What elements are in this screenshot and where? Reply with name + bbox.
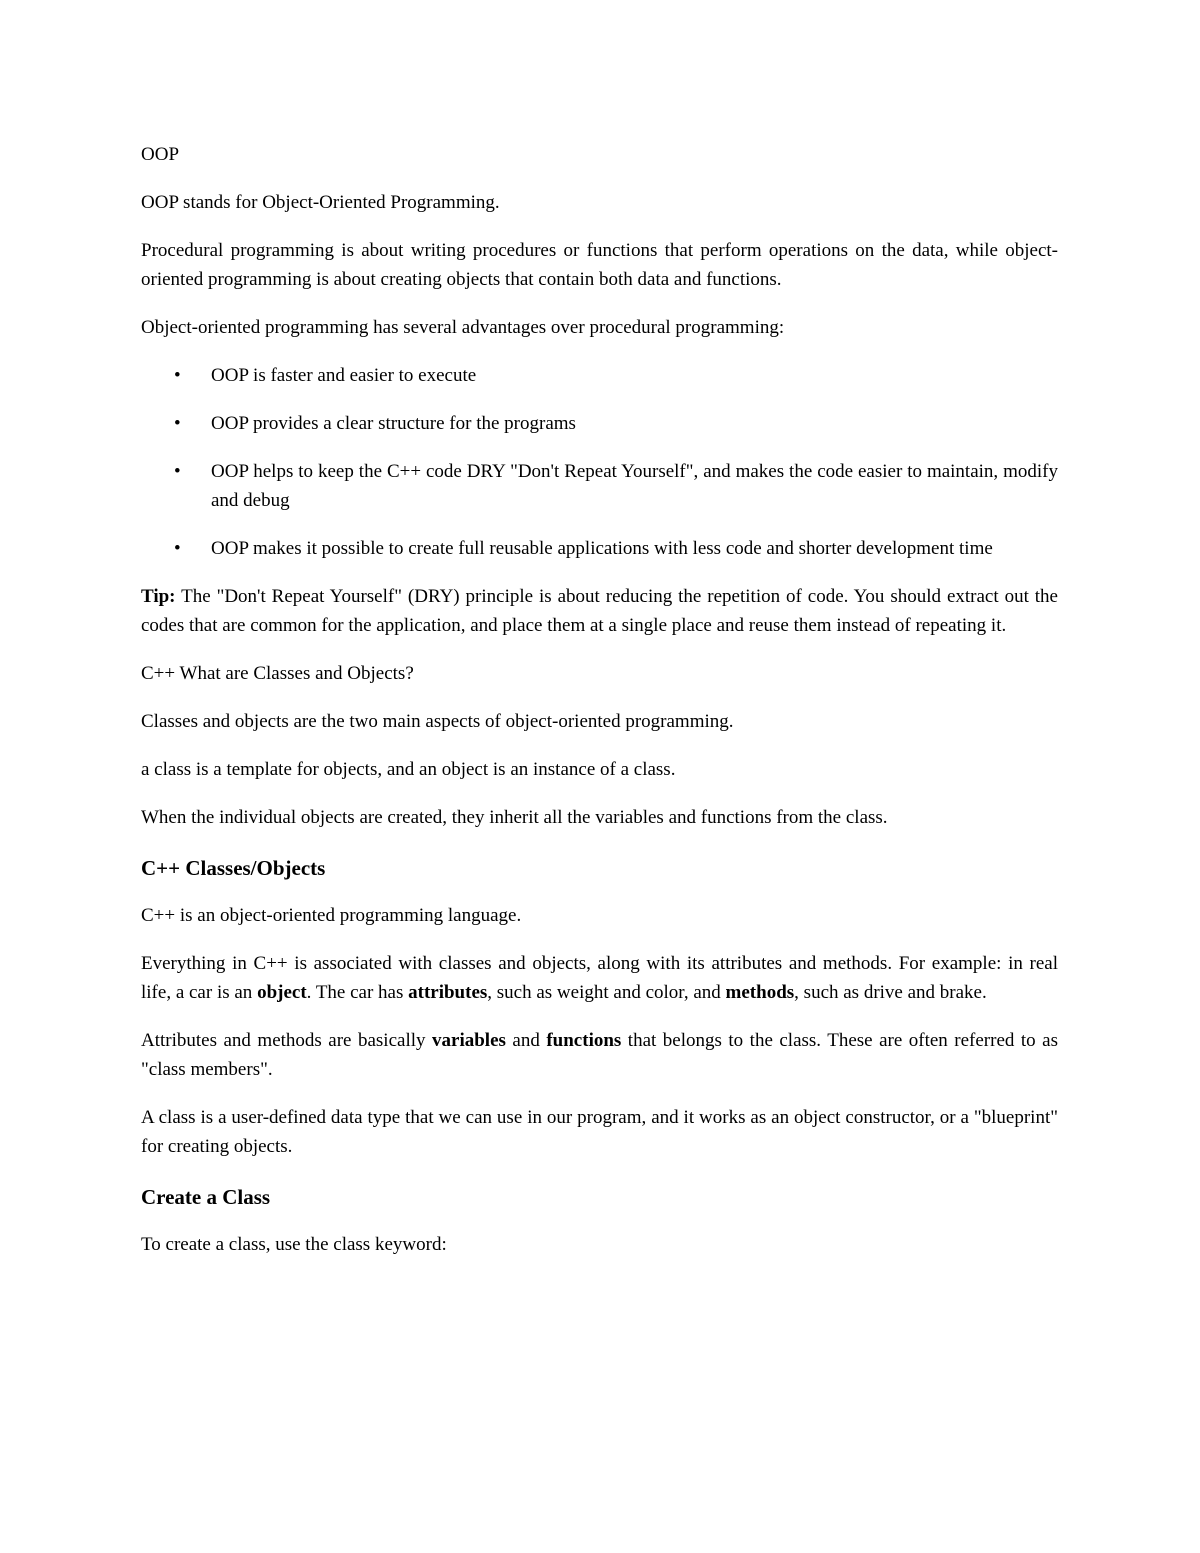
list-item [174, 534, 1058, 563]
everything-paragraph [141, 949, 1058, 1007]
bold-term-variables: variables [432, 1030, 506, 1051]
bold-term-attributes: attributes [408, 982, 488, 1003]
text-run: , such as drive and brake. [794, 982, 987, 1003]
advantages-intro: Object-oriented programming has several advantages over procedural programming: [141, 317, 785, 338]
create-class-paragraph: To create a class, use the class keyword: [141, 1234, 447, 1255]
tip-paragraph [141, 582, 1058, 640]
classes-paragraph-1: Classes and objects are the two main aspects of object-oriented programming. [141, 711, 734, 732]
bullet-icon: • [174, 461, 181, 482]
list-item [174, 409, 1058, 438]
heading-classes-objects: C++ Classes/Objects [141, 856, 326, 880]
cpp-oo-paragraph: C++ is an object-oriented programming language. [141, 905, 522, 926]
tip-text: The "Don't Repeat Yourself" (DRY) principle is about reducing the repetition of code. You should extract out the codes that are common for the application, and place them at a single place and reuse them instead of repeating it. [141, 586, 1058, 636]
text-run: . The car has [306, 982, 409, 1003]
list-item-text: OOP helps to keep the C++ code DRY "Don't Repeat Yourself", and makes the code easier to maintain, modify and debug [211, 461, 1058, 511]
heading-create-class: Create a Class [141, 1185, 271, 1209]
list-item-text: OOP makes it possible to create full reusable applications with less code and shorter development time [211, 538, 993, 559]
class-definition-paragraph: A class is a user-defined data type that we can use in our program, and it works as an object constructor, or a "blueprint" for creating objects. [141, 1107, 1058, 1157]
tip-label: Tip: [141, 586, 176, 607]
procedural-paragraph: Procedural programming is about writing procedures or functions that perform operations on the data, while object-oriented programming is about creating objects that contain both data and functions. [141, 240, 1058, 290]
list-item-text: OOP provides a clear structure for the programs [211, 413, 576, 434]
list-item [174, 361, 1058, 390]
intro-paragraph: OOP stands for Object-Oriented Programming. [141, 192, 500, 213]
list-item [174, 457, 1058, 515]
attributes-paragraph [141, 1026, 1058, 1084]
bold-term-functions: functions [546, 1030, 622, 1051]
bullet-icon: • [174, 413, 181, 434]
classes-paragraph-3: When the individual objects are created, they inherit all the variables and functions from the class. [141, 807, 888, 828]
classes-question: C++ What are Classes and Objects? [141, 663, 414, 684]
bold-term-object: object [257, 982, 307, 1003]
bold-term-methods: methods [725, 982, 795, 1003]
list-item-text: OOP is faster and easier to execute [211, 365, 477, 386]
text-run: Attributes and methods are basically [141, 1030, 433, 1051]
bullet-icon: • [174, 365, 181, 386]
text-run: that belongs to the class. These are often referred to as "class members". [141, 1030, 1058, 1080]
text-run: and [505, 1030, 547, 1051]
document-page [141, 140, 1058, 1278]
bullet-icon: • [174, 538, 181, 559]
advantages-list [141, 361, 1058, 563]
text-run: , such as weight and color, and [487, 982, 726, 1003]
classes-paragraph-2: a class is a template for objects, and an object is an instance of a class. [141, 759, 676, 780]
doc-title: OOP [141, 144, 180, 165]
text-run: Everything in C++ is associated with classes and objects, along with its attributes and methods. For example: in real life, a car is an [141, 953, 1058, 1003]
